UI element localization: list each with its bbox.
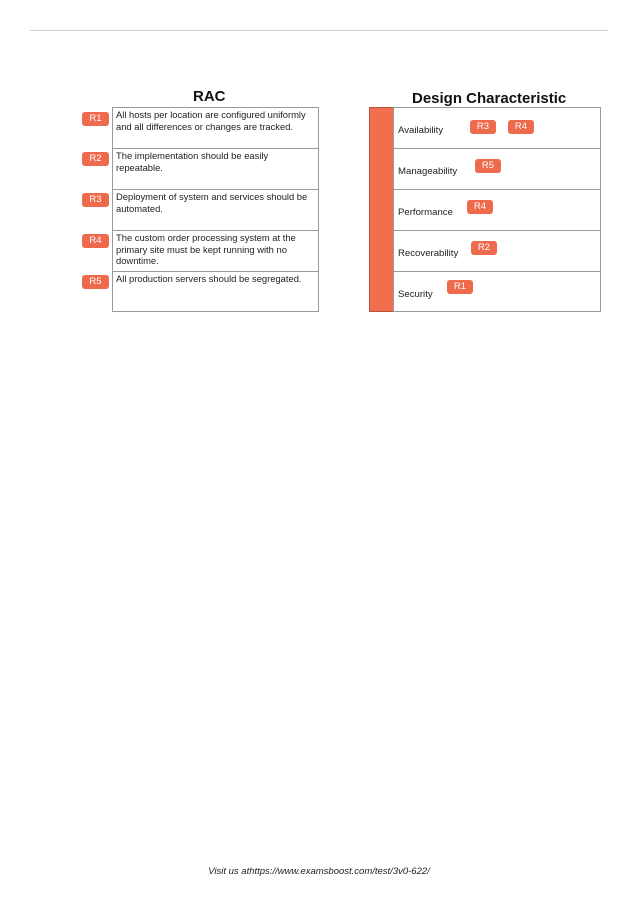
rac-badge-r5[interactable]: R5 <box>82 275 109 289</box>
drop-badge-r1[interactable]: R1 <box>447 280 473 294</box>
design-row-recoverability[interactable] <box>394 231 600 272</box>
design-label: Performance <box>398 207 453 218</box>
rac-table <box>112 107 319 312</box>
rac-row-r1: All hosts per location are configured uniformly and all differences or changes are tracked. <box>113 108 318 149</box>
rac-row-r4: The custom order processing system at the primary site must be kept running with no downtime. <box>113 231 318 272</box>
design-label: Availability <box>398 125 444 136</box>
rac-badge-r1[interactable]: R1 <box>82 112 109 126</box>
rac-title: RAC <box>193 88 226 105</box>
rac-row-r3: Deployment of system and services should be automated. <box>113 190 318 231</box>
design-accent-bar <box>369 107 394 312</box>
design-characteristic-table <box>393 107 601 312</box>
design-row-performance[interactable] <box>394 190 600 231</box>
rac-badge-r3[interactable]: R3 <box>82 193 109 207</box>
drop-badge-r3[interactable]: R3 <box>470 120 496 134</box>
rac-badge-r2[interactable]: R2 <box>82 152 109 166</box>
rac-row-r5: All production servers should be segregated. <box>116 273 302 284</box>
rac-badge-r4[interactable]: R4 <box>82 234 109 248</box>
top-divider <box>30 30 608 31</box>
design-row-manageability[interactable] <box>394 149 600 190</box>
design-row-security[interactable] <box>394 272 600 311</box>
design-characteristic-title: Design Characteristic <box>412 90 567 107</box>
footer-link-text[interactable]: Visit us athttps://www.examsboost.com/test/3v0-622/ <box>208 866 430 877</box>
design-label: Security <box>398 289 433 300</box>
drop-badge-r4[interactable]: R4 <box>467 200 493 214</box>
design-label: Manageability <box>398 166 458 177</box>
design-row-availability[interactable] <box>394 108 600 149</box>
drop-badge-r2[interactable]: R2 <box>471 241 497 255</box>
design-label: Recoverability <box>398 248 459 259</box>
rac-row-r2: The implementation should be easily repeatable. <box>113 149 318 190</box>
drop-badge-r5[interactable]: R5 <box>475 159 501 173</box>
drop-badge-r4[interactable]: R4 <box>508 120 534 134</box>
